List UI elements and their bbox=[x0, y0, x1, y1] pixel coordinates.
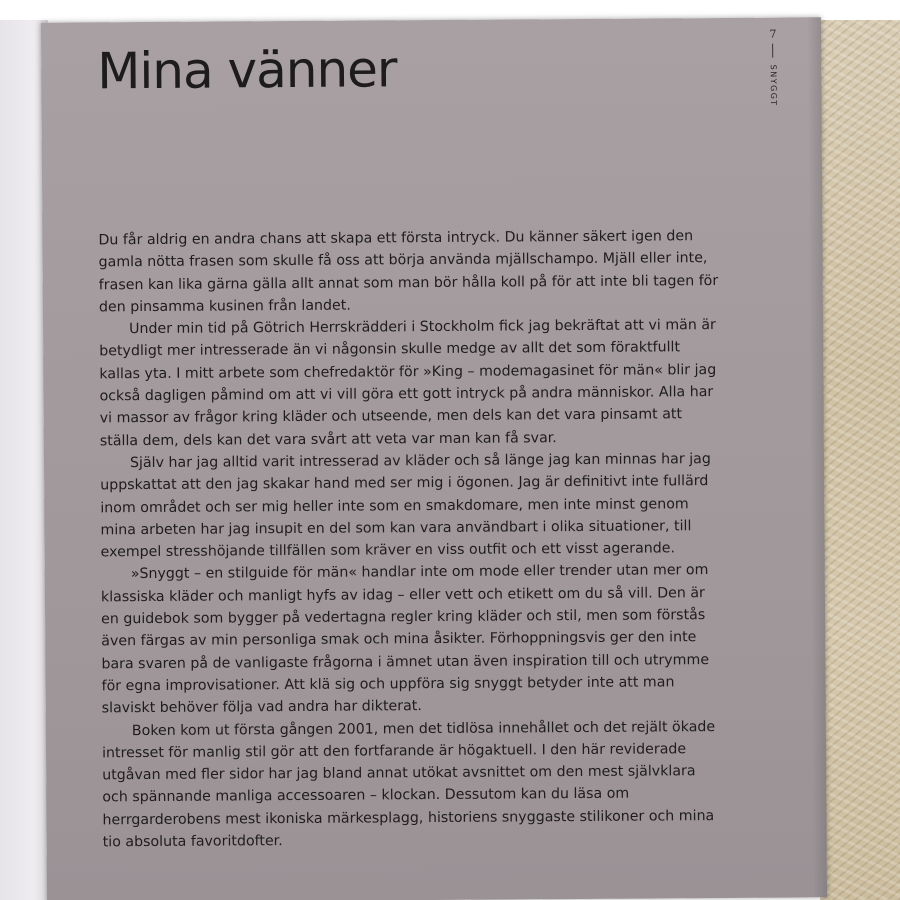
facing-page-edge bbox=[0, 20, 48, 900]
header-rule bbox=[772, 44, 773, 58]
chapter-title: Mina vänner bbox=[97, 40, 397, 101]
paragraph: Under min tid på Götrich Herrskrädderi i Stockholm fick jag bekräftat att vi män är betydligt mer intresserade än vi någonsin skulle medge av allt det som föraktfullt kallas yta. I mitt arbete som chefredaktör för »King – modemagasinet för män« blir jag också dagligen påmind om att vi vill göra ett gott intryck på andra människor. Alla har vi massor av frågor kring kläder och utseende, men dels kan det vara pinsamt att ställa dem, dels kan det vara svårt att veta var man kan få svar. bbox=[99, 317, 717, 450]
paragraph: Själv har jag alltid varit intresserad av kläder och så länge jag kan minnas har jag uppskattat att den jag skakar hand med ser mig i ögonen. Jag är definitivt inte fullärd inom området och ser mig heller inte som en smakdomare, men inte minst genom mina arbeten har jag insupit en del som kan vara användbart i olika situationer, till exempel stresshöjande tillfällen som kräver en viss outfit och ett visst agerande. bbox=[100, 451, 711, 561]
carpet-background bbox=[820, 20, 900, 900]
paragraph: »Snyggt – en stilguide för män« handlar inte om mode eller trender utan mer om klassiska kläder och manligt hyfs av idag – eller vett och etikett om du så vill. Den är en guidebok som bygger på vedertagna regler kring kläder och stil, men som förstås även färgas av min personliga smak och mina åsikter. Förhoppningsvis ger den inte bara svaren på de vanligaste frågorna i ämnet utan även inspiration till och utrymme för egna improvisationer. Att klä sig och uppföra sig snyggt betyder inte att man slaviskt behöver följa vad andra har dikterat. bbox=[100, 562, 710, 717]
paragraph: Du får aldrig en andra chans att skapa ett första intryck. Du känner säkert igen den gamla nötta frasen som skulle få oss att börja använda mjällschampo. Mjäll eller inte, frasen kan lika gärna gälla allt annat som man bör hålla koll på för att inte bli tagen för den pinsamma kusinen från landet. bbox=[98, 228, 719, 316]
page-number: 7 bbox=[769, 27, 777, 41]
book-page bbox=[41, 17, 827, 900]
page-header bbox=[763, 28, 784, 108]
running-head: SNYGGT bbox=[768, 64, 779, 107]
body-text bbox=[98, 225, 722, 854]
paragraph: Boken kom ut första gången 2001, men det tidlösa innehållet och det rejält ökade intresset för manlig stil gör att den fortfarande är högaktuell. I den här reviderade utgåvan med fler sidor har jag bland annat utökat avsnittet om den mest självklara och spännande manliga accessoaren – klockan. Dessutom kan du läsa om herrgarderobens mest ikoniska märkesplagg, historiens snyggaste stilikoner och mina tio absoluta favoritdofter. bbox=[101, 718, 716, 851]
